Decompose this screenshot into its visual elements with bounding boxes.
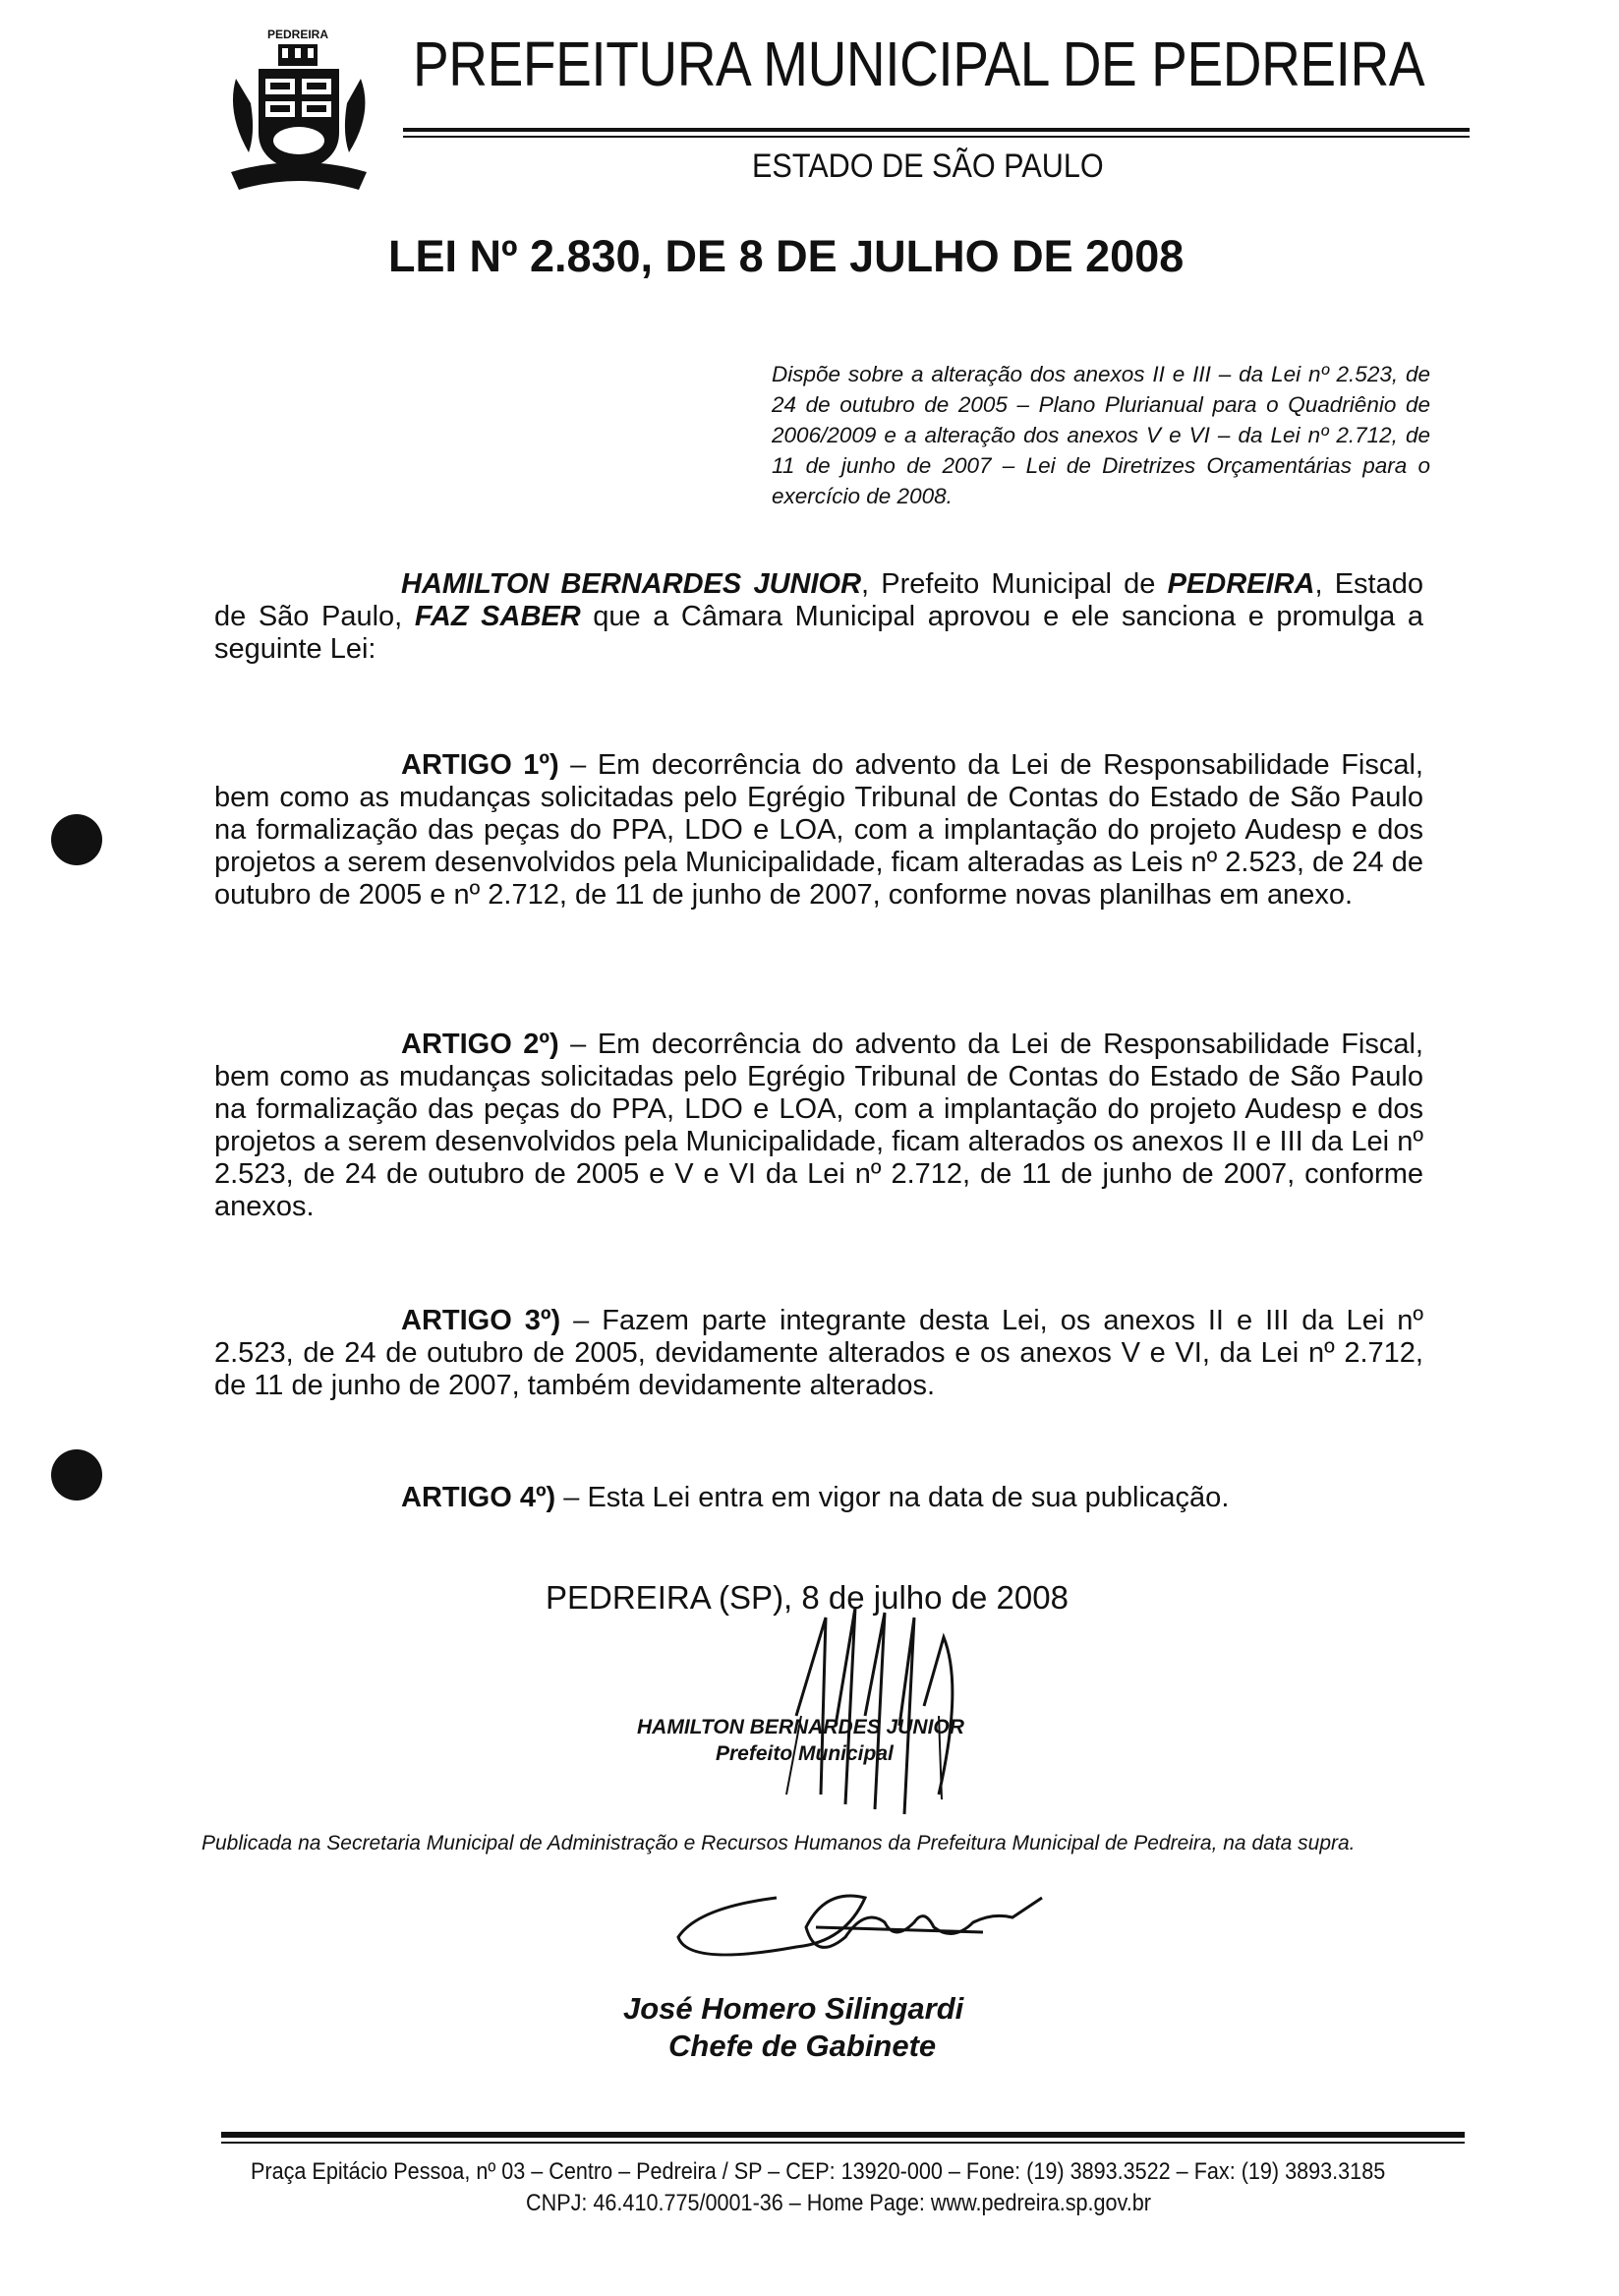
article-2-label: ARTIGO 2º): [401, 1029, 559, 1060]
punch-hole-top: [51, 814, 102, 865]
article-3: [214, 1305, 1423, 1402]
coat-of-arms-logo: [211, 25, 388, 202]
signature-chief-of-staff: [659, 1868, 1071, 1976]
coat-of-arms-label: PEDREIRA: [266, 28, 329, 41]
header-rule: [403, 128, 1470, 132]
article-4-label: ARTIGO 4º): [401, 1482, 556, 1513]
article-1: [214, 749, 1423, 912]
footer-address: Praça Epitácio Pessoa, nº 03 – Centro – Pedreira / SP – CEP: 13920-000 – Fone: (19) 3893.3522 – Fax: (19) 3893.3185: [251, 2158, 1386, 2185]
preamble: [214, 568, 1423, 666]
article-2-text: – Em decorrência do advento da Lei de Responsabilidade Fiscal, bem como as mudanças solicitadas pelo Egrégio Tribunal de Contas do Estado de São Paulo na formalização das peças do PPA, LDO e LOA, com a implantação do projeto Audesp e dos projetos a serem desenvolvidos pela Municipalidade, ficam alterados os anexos II e III da Lei nº 2.523, de 24 de outubro de 2005 e V e VI da Lei nº 2.712, de 11 de junho de 2007, conforme anexos.: [214, 1029, 1423, 1222]
preamble-text-3: que a Câmara Municipal aprovou e ele sanciona e promulga a seguinte Lei:: [214, 601, 1423, 665]
footer-rule-thin: [221, 2142, 1465, 2144]
header-title: PREFEITURA MUNICIPAL DE PEDREIRA: [413, 29, 1425, 99]
chief-of-staff-name: José Homero Silingardi: [623, 1991, 964, 2026]
header-subtitle: ESTADO DE SÃO PAULO: [752, 147, 1104, 185]
signature-mayor: [727, 1598, 983, 1824]
preamble-text-1: , Prefeito Municipal de: [861, 568, 1168, 600]
article-3-text: – Fazem parte integrante desta Lei, os anexos II e III da Lei nº 2.523, de 24 de outubro de 2005, devidamente alterados e os anexos V e VI, da Lei nº 2.712, de 11 de junho de 2007, também devidamente alterados.: [214, 1305, 1423, 1401]
footer-cnpj: CNPJ: 46.410.775/0001-36 – Home Page: www.pedreira.sp.gov.br: [526, 2190, 1151, 2216]
publication-note: Publicada na Secretaria Municipal de Administração e Recursos Humanos da Prefeitura Municipal de Pedreira, na data supra.: [202, 1832, 1356, 1854]
place-date: PEDREIRA (SP), 8 de julho de 2008: [546, 1579, 1069, 1616]
punch-hole-bottom: [51, 1449, 102, 1501]
article-3-label: ARTIGO 3º): [401, 1305, 561, 1336]
city-name: PEDREIRA: [1167, 568, 1315, 600]
article-4-text: – Esta Lei entra em vigor na data de sua publicação.: [555, 1482, 1230, 1513]
chief-of-staff-role: Chefe de Gabinete: [668, 2029, 937, 2063]
faz-saber: FAZ SABER: [414, 601, 581, 632]
article-1-text: – Em decorrência do advento da Lei de Responsabilidade Fiscal, bem como as mudanças solicitadas pelo Egrégio Tribunal de Contas do Estado de São Paulo na formalização das peças do PPA, LDO e LOA, com a implantação do projeto Audesp e dos projetos a serem desenvolvidos pela Municipalidade, ficam alteradas as Leis nº 2.523, de 24 de outubro de 2005 e nº 2.712, de 11 de junho de 2007, conforme novas planilhas em anexo.: [214, 749, 1423, 911]
article-1-label: ARTIGO 1º): [401, 749, 559, 781]
ementa: Dispõe sobre a alteração dos anexos II e III – da Lei nº 2.523, de 24 de outubro de 2005 – Plano Plurianual para o Quadriênio de 2006/2009 e a alteração dos anexos V e VI – da Lei nº 2.712, de 11 de junho de 2007 – Lei de Diretrizes Orçamentárias para o exercício de 2008.: [772, 362, 1430, 508]
mayor-signature-name: HAMILTON BERNARDES JUNIOR: [637, 1716, 964, 1738]
header-rule-thin: [403, 136, 1470, 138]
mayor-signature-role: Prefeito Municipal: [716, 1742, 894, 1765]
law-title: LEI Nº 2.830, DE 8 DE JULHO DE 2008: [388, 231, 1185, 281]
article-2: [214, 1029, 1423, 1223]
article-4: [401, 1482, 1482, 1514]
footer-rule: [221, 2132, 1465, 2138]
preamble-text-2: , Estado de São Paulo,: [214, 568, 1423, 632]
mayor-name: HAMILTON BERNARDES JUNIOR: [401, 568, 862, 600]
